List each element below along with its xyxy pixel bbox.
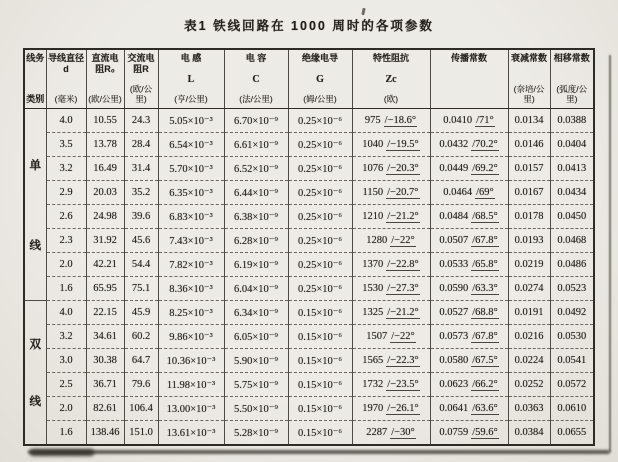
header-name: 电 感 <box>180 53 202 63</box>
header-symbol: C <box>252 74 260 86</box>
cell-inductance: 8.25×10⁻³ <box>158 301 224 325</box>
cell-ac-resistance: 151.0 <box>124 421 158 446</box>
propagation-angle: /69° <box>476 187 494 198</box>
impedance-angle: /−22.3° <box>387 355 419 366</box>
cell-conductance: 0.25×10⁻⁶ <box>288 253 352 277</box>
cell-attenuation-constant: 0.0274 <box>508 277 550 301</box>
cell-inductance: 5.70×10⁻³ <box>158 157 224 181</box>
header-name: 电 容 <box>245 53 267 63</box>
cell-characteristic-impedance <box>352 373 430 397</box>
propagation-magnitude: 0.0590 <box>439 283 469 294</box>
cell-ac-resistance: 79.6 <box>124 373 158 397</box>
cell-propagation-constant <box>430 277 508 301</box>
header-unit: (欧/公里) <box>88 94 122 105</box>
col-header-impedance <box>352 49 430 109</box>
cell-ac-resistance: 31.4 <box>124 157 158 181</box>
impedance-angle: /−21.2° <box>387 307 419 318</box>
cell-characteristic-impedance <box>352 253 430 277</box>
impedance-magnitude: 1507 <box>366 331 388 342</box>
cell-ac-resistance: 54.4 <box>124 253 158 277</box>
propagation-angle: /71° <box>476 115 494 126</box>
cell-ac-resistance: 45.9 <box>124 301 158 325</box>
cell-attenuation-constant: 0.0134 <box>508 109 550 133</box>
propagation-angle: /69.2° <box>472 163 498 174</box>
cell-attenuation-constant: 0.0252 <box>508 373 550 397</box>
propagation-angle: /67.5° <box>472 355 498 366</box>
cell-capacitance: 5.28×10⁻⁹ <box>224 421 288 446</box>
cell-propagation-constant <box>430 253 508 277</box>
table-row <box>24 205 594 229</box>
cell-characteristic-impedance <box>352 325 430 349</box>
cell-phase-constant: 0.0413 <box>550 157 594 181</box>
table-title: 表1 铁线回路在 1000 周时的各项参数 <box>184 19 434 33</box>
cell-dc-resistance: 13.78 <box>86 133 124 157</box>
propagation-angle: /63.3° <box>472 283 498 294</box>
cell-inductance: 5.05×10⁻³ <box>158 109 224 133</box>
impedance-angle: /−18.6° <box>384 115 417 126</box>
impedance-angle: /−20.3° <box>387 163 419 174</box>
cell-conductance: 0.25×10⁻⁶ <box>288 181 352 205</box>
cell-ac-resistance: 39.6 <box>124 205 158 229</box>
cell-dc-resistance: 10.55 <box>86 109 124 133</box>
cell-propagation-constant <box>430 157 508 181</box>
header-unit: (奈培/公里) <box>513 84 545 105</box>
cell-phase-constant: 0.0655 <box>550 421 594 446</box>
cell-attenuation-constant: 0.0224 <box>508 349 550 373</box>
cell-characteristic-impedance <box>352 301 430 325</box>
cell-capacitance: 6.44×10⁻⁹ <box>224 181 288 205</box>
header-unit: (姆/公里) <box>303 94 337 105</box>
impedance-magnitude: 1325 <box>362 307 384 318</box>
header-unit: (亨/公里) <box>174 94 208 105</box>
col-header-dc-resist <box>86 49 124 109</box>
cell-inductance: 13.61×10⁻³ <box>158 421 224 446</box>
propagation-magnitude: 0.0573 <box>439 331 469 342</box>
cell-capacitance: 6.34×10⁻⁹ <box>224 301 288 325</box>
header-name: 相移常数 <box>553 53 590 63</box>
cell-conductance: 0.25×10⁻⁶ <box>288 133 352 157</box>
header-name: 绝缘电导 <box>301 53 338 63</box>
header-unit: (毫米) <box>54 94 78 105</box>
cell-phase-constant: 0.0530 <box>550 325 594 349</box>
cell-propagation-constant <box>430 325 508 349</box>
table-row <box>24 181 594 205</box>
table-row <box>24 109 594 133</box>
cell-ac-resistance: 45.6 <box>124 229 158 253</box>
header-unit: (法/公里) <box>239 94 273 105</box>
cell-diameter: 3.5 <box>46 133 86 157</box>
propagation-angle: /66.2° <box>472 379 498 390</box>
cell-dc-resistance: 22.15 <box>86 301 124 325</box>
propagation-magnitude: 0.0410 <box>443 115 473 126</box>
cell-attenuation-constant: 0.0167 <box>508 181 550 205</box>
header-name: 传播常数 <box>450 53 487 63</box>
cell-characteristic-impedance <box>352 397 430 421</box>
cell-attenuation-constant: 0.0191 <box>508 301 550 325</box>
col-header-category <box>24 49 46 109</box>
cell-attenuation-constant: 0.0384 <box>508 421 550 446</box>
impedance-magnitude: 1370 <box>362 259 384 270</box>
propagation-angle: /68.8° <box>472 307 498 318</box>
cell-diameter: 3.0 <box>46 349 86 373</box>
cell-propagation-constant <box>430 205 508 229</box>
table-row <box>24 349 594 373</box>
propagation-magnitude: 0.0641 <box>439 403 469 414</box>
col-header-conductance <box>288 49 352 109</box>
header-unit: (欧/公里) <box>129 84 153 105</box>
header-symbol: L <box>187 74 195 86</box>
cell-attenuation-constant: 0.0219 <box>508 253 550 277</box>
impedance-angle: /−20.7° <box>387 187 419 198</box>
cell-capacitance: 6.28×10⁻⁹ <box>224 229 288 253</box>
cell-diameter: 2.9 <box>46 181 86 205</box>
header-unit: (欧) <box>383 94 399 105</box>
propagation-angle: /67.8° <box>472 235 498 246</box>
cell-diameter: 4.0 <box>46 301 86 325</box>
group-label <box>24 301 46 446</box>
cell-propagation-constant <box>430 133 508 157</box>
cell-diameter: 3.2 <box>46 157 86 181</box>
col-header-attenuation <box>508 49 550 109</box>
impedance-magnitude: 1970 <box>362 403 384 414</box>
table-row <box>24 325 594 349</box>
header-symbol: Zc <box>385 74 397 86</box>
impedance-angle: /−21.2° <box>387 211 419 222</box>
cell-diameter: 1.6 <box>46 277 86 301</box>
col-header-inductance <box>158 49 224 109</box>
cell-conductance: 0.15×10⁻⁶ <box>288 301 352 325</box>
cell-capacitance: 6.38×10⁻⁹ <box>224 205 288 229</box>
cell-inductance: 7.82×10⁻³ <box>158 253 224 277</box>
cell-dc-resistance: 24.98 <box>86 205 124 229</box>
cell-diameter: 2.0 <box>46 253 86 277</box>
impedance-magnitude: 1280 <box>366 235 388 246</box>
table-row <box>24 133 594 157</box>
cell-diameter: 1.6 <box>46 421 86 446</box>
header-name: 导线直径d <box>47 53 84 74</box>
cell-dc-resistance: 65.95 <box>86 277 124 301</box>
group-label-char: 单 <box>29 159 41 172</box>
scan-bottom-edge <box>28 450 610 454</box>
header-name: 衰减常数 <box>510 53 547 63</box>
cell-ac-resistance: 24.3 <box>124 109 158 133</box>
impedance-angle: /−19.5° <box>387 139 419 150</box>
cell-inductance: 6.83×10⁻³ <box>158 205 224 229</box>
cell-diameter: 3.2 <box>46 325 86 349</box>
cell-phase-constant: 0.0610 <box>550 397 594 421</box>
table-row <box>24 253 594 277</box>
cell-conductance: 0.25×10⁻⁶ <box>288 229 352 253</box>
cell-dc-resistance: 42.21 <box>86 253 124 277</box>
scan-right-edge <box>609 55 611 452</box>
header-name: 特性阻抗 <box>372 53 409 63</box>
impedance-magnitude: 1565 <box>362 355 384 366</box>
cell-conductance: 0.15×10⁻⁶ <box>288 397 352 421</box>
table-row <box>24 373 594 397</box>
table-row <box>24 229 594 253</box>
cell-inductance: 13.00×10⁻³ <box>158 397 224 421</box>
cell-phase-constant: 0.0404 <box>550 133 594 157</box>
cell-attenuation-constant: 0.0363 <box>508 397 550 421</box>
col-header-diameter <box>46 49 86 109</box>
table-row <box>24 157 594 181</box>
cell-attenuation-constant: 0.0146 <box>508 133 550 157</box>
cell-attenuation-constant: 0.0178 <box>508 205 550 229</box>
col-header-ac-resist <box>124 49 158 109</box>
cell-attenuation-constant: 0.0157 <box>508 157 550 181</box>
group-label <box>24 109 46 301</box>
header-name: 交流电阻R <box>127 53 155 74</box>
impedance-angle: /−30° <box>391 427 415 438</box>
table-row <box>24 421 594 446</box>
propagation-magnitude: 0.0432 <box>439 139 469 150</box>
cell-diameter: 2.5 <box>46 373 86 397</box>
cell-characteristic-impedance <box>352 109 430 133</box>
impedance-magnitude: 1040 <box>362 139 384 150</box>
cell-propagation-constant <box>430 301 508 325</box>
propagation-magnitude: 0.0527 <box>439 307 469 318</box>
cell-phase-constant: 0.0492 <box>550 301 594 325</box>
cell-phase-constant: 0.0541 <box>550 349 594 373</box>
cell-conductance: 0.15×10⁻⁶ <box>288 349 352 373</box>
cell-capacitance: 6.05×10⁻⁹ <box>224 325 288 349</box>
cell-capacitance: 6.19×10⁻⁹ <box>224 253 288 277</box>
cell-dc-resistance: 138.46 <box>86 421 124 446</box>
cell-ac-resistance: 64.7 <box>124 349 158 373</box>
cell-ac-resistance: 35.2 <box>124 181 158 205</box>
cell-characteristic-impedance <box>352 205 430 229</box>
cell-capacitance: 5.50×10⁻⁹ <box>224 397 288 421</box>
cell-propagation-constant <box>430 397 508 421</box>
table-header <box>24 49 594 109</box>
cell-characteristic-impedance <box>352 349 430 373</box>
cell-characteristic-impedance <box>352 157 430 181</box>
impedance-angle: /−22° <box>391 331 415 342</box>
table-row <box>24 301 594 325</box>
propagation-magnitude: 0.0484 <box>439 211 469 222</box>
impedance-magnitude: 1530 <box>362 283 384 294</box>
cell-diameter: 4.0 <box>46 109 86 133</box>
cell-phase-constant: 0.0523 <box>550 277 594 301</box>
cell-attenuation-constant: 0.0216 <box>508 325 550 349</box>
propagation-magnitude: 0.0580 <box>439 355 469 366</box>
impedance-magnitude: 1076 <box>362 163 384 174</box>
cell-dc-resistance: 20.03 <box>86 181 124 205</box>
cell-phase-constant: 0.0486 <box>550 253 594 277</box>
impedance-magnitude: 1732 <box>362 379 384 390</box>
propagation-magnitude: 0.0449 <box>439 163 469 174</box>
cell-dc-resistance: 31.92 <box>86 229 124 253</box>
cell-conductance: 0.25×10⁻⁶ <box>288 205 352 229</box>
cell-capacitance: 6.04×10⁻⁹ <box>224 277 288 301</box>
cell-dc-resistance: 30.38 <box>86 349 124 373</box>
cell-phase-constant: 0.0434 <box>550 181 594 205</box>
impedance-angle: /−23.5° <box>387 379 419 390</box>
impedance-magnitude: 975 <box>364 115 381 126</box>
cell-characteristic-impedance <box>352 277 430 301</box>
cell-ac-resistance: 75.1 <box>124 277 158 301</box>
group-label-char: 线 <box>29 396 41 408</box>
propagation-angle: /68.5° <box>472 211 498 222</box>
cell-phase-constant: 0.0450 <box>550 205 594 229</box>
cell-inductance: 8.36×10⁻³ <box>158 277 224 301</box>
cell-ac-resistance: 60.2 <box>124 325 158 349</box>
cell-propagation-constant <box>430 421 508 446</box>
cell-phase-constant: 0.0572 <box>550 373 594 397</box>
table-row <box>24 277 594 301</box>
propagation-magnitude: 0.0623 <box>439 379 469 390</box>
parameters-table <box>23 48 595 446</box>
col-header-capacitance <box>224 49 288 109</box>
table-row <box>24 397 594 421</box>
cell-inductance: 9.86×10⁻³ <box>158 325 224 349</box>
propagation-angle: /70.2° <box>472 139 498 150</box>
propagation-angle: /65.8° <box>472 259 498 270</box>
cell-propagation-constant <box>430 109 508 133</box>
propagation-angle: /63.6° <box>472 403 498 414</box>
cell-propagation-constant <box>430 181 508 205</box>
header-unit: (弧度/公里) <box>556 84 588 105</box>
cell-ac-resistance: 106.4 <box>124 397 158 421</box>
cell-dc-resistance: 36.71 <box>86 373 124 397</box>
propagation-magnitude: 0.0464 <box>443 187 473 198</box>
cell-phase-constant: 0.0468 <box>550 229 594 253</box>
header-category-bottom: 类别 <box>26 94 45 105</box>
cell-capacitance: 6.70×10⁻⁹ <box>224 109 288 133</box>
cell-characteristic-impedance <box>352 229 430 253</box>
cell-characteristic-impedance <box>352 181 430 205</box>
propagation-angle: /59.6° <box>472 427 498 438</box>
scan-speck-artifact <box>361 8 365 15</box>
header-row <box>24 49 594 109</box>
col-header-phase <box>550 49 594 109</box>
table-body <box>24 109 594 446</box>
propagation-magnitude: 0.0759 <box>439 427 469 438</box>
cell-capacitance: 5.75×10⁻⁹ <box>224 373 288 397</box>
col-header-propagation <box>430 49 508 109</box>
cell-dc-resistance: 82.61 <box>86 397 124 421</box>
impedance-magnitude: 1210 <box>362 211 384 222</box>
cell-capacitance: 6.61×10⁻⁹ <box>224 133 288 157</box>
header-symbol: G <box>316 74 324 86</box>
cell-capacitance: 6.52×10⁻⁹ <box>224 157 288 181</box>
cell-propagation-constant <box>430 373 508 397</box>
cell-inductance: 6.54×10⁻³ <box>158 133 224 157</box>
cell-conductance: 0.15×10⁻⁶ <box>288 373 352 397</box>
header-category-top: 线务 <box>26 53 45 63</box>
cell-phase-constant: 0.0388 <box>550 109 594 133</box>
cell-characteristic-impedance <box>352 421 430 446</box>
header-name: 直流电阻R₀ <box>91 53 119 74</box>
cell-diameter: 2.0 <box>46 397 86 421</box>
cell-conductance: 0.25×10⁻⁶ <box>288 277 352 301</box>
group-label-char: 线 <box>29 239 41 252</box>
propagation-angle: /67.8° <box>472 331 498 342</box>
cell-dc-resistance: 16.49 <box>86 157 124 181</box>
impedance-angle: /−26.1° <box>387 403 419 414</box>
cell-inductance: 10.36×10⁻³ <box>158 349 224 373</box>
cell-conductance: 0.25×10⁻⁶ <box>288 157 352 181</box>
cell-conductance: 0.15×10⁻⁶ <box>288 325 352 349</box>
cell-inductance: 11.98×10⁻³ <box>158 373 224 397</box>
cell-inductance: 7.43×10⁻³ <box>158 229 224 253</box>
propagation-magnitude: 0.0533 <box>439 259 469 270</box>
impedance-angle: /−27.3° <box>387 283 419 294</box>
cell-inductance: 6.35×10⁻³ <box>158 181 224 205</box>
cell-propagation-constant <box>430 229 508 253</box>
cell-conductance: 0.25×10⁻⁶ <box>288 109 352 133</box>
impedance-magnitude: 1150 <box>362 187 384 198</box>
cell-ac-resistance: 28.4 <box>124 133 158 157</box>
group-label-char: 双 <box>29 339 41 351</box>
cell-characteristic-impedance <box>352 133 430 157</box>
cell-capacitance: 5.90×10⁻⁹ <box>224 349 288 373</box>
cell-propagation-constant <box>430 349 508 373</box>
cell-dc-resistance: 34.61 <box>86 325 124 349</box>
cell-diameter: 2.3 <box>46 229 86 253</box>
cell-conductance: 0.15×10⁻⁶ <box>288 421 352 446</box>
cell-diameter: 2.6 <box>46 205 86 229</box>
impedance-magnitude: 2287 <box>366 427 388 438</box>
propagation-magnitude: 0.0507 <box>439 235 469 246</box>
impedance-angle: /−22° <box>391 235 415 246</box>
impedance-angle: /−22.8° <box>387 259 419 270</box>
cell-attenuation-constant: 0.0193 <box>508 229 550 253</box>
